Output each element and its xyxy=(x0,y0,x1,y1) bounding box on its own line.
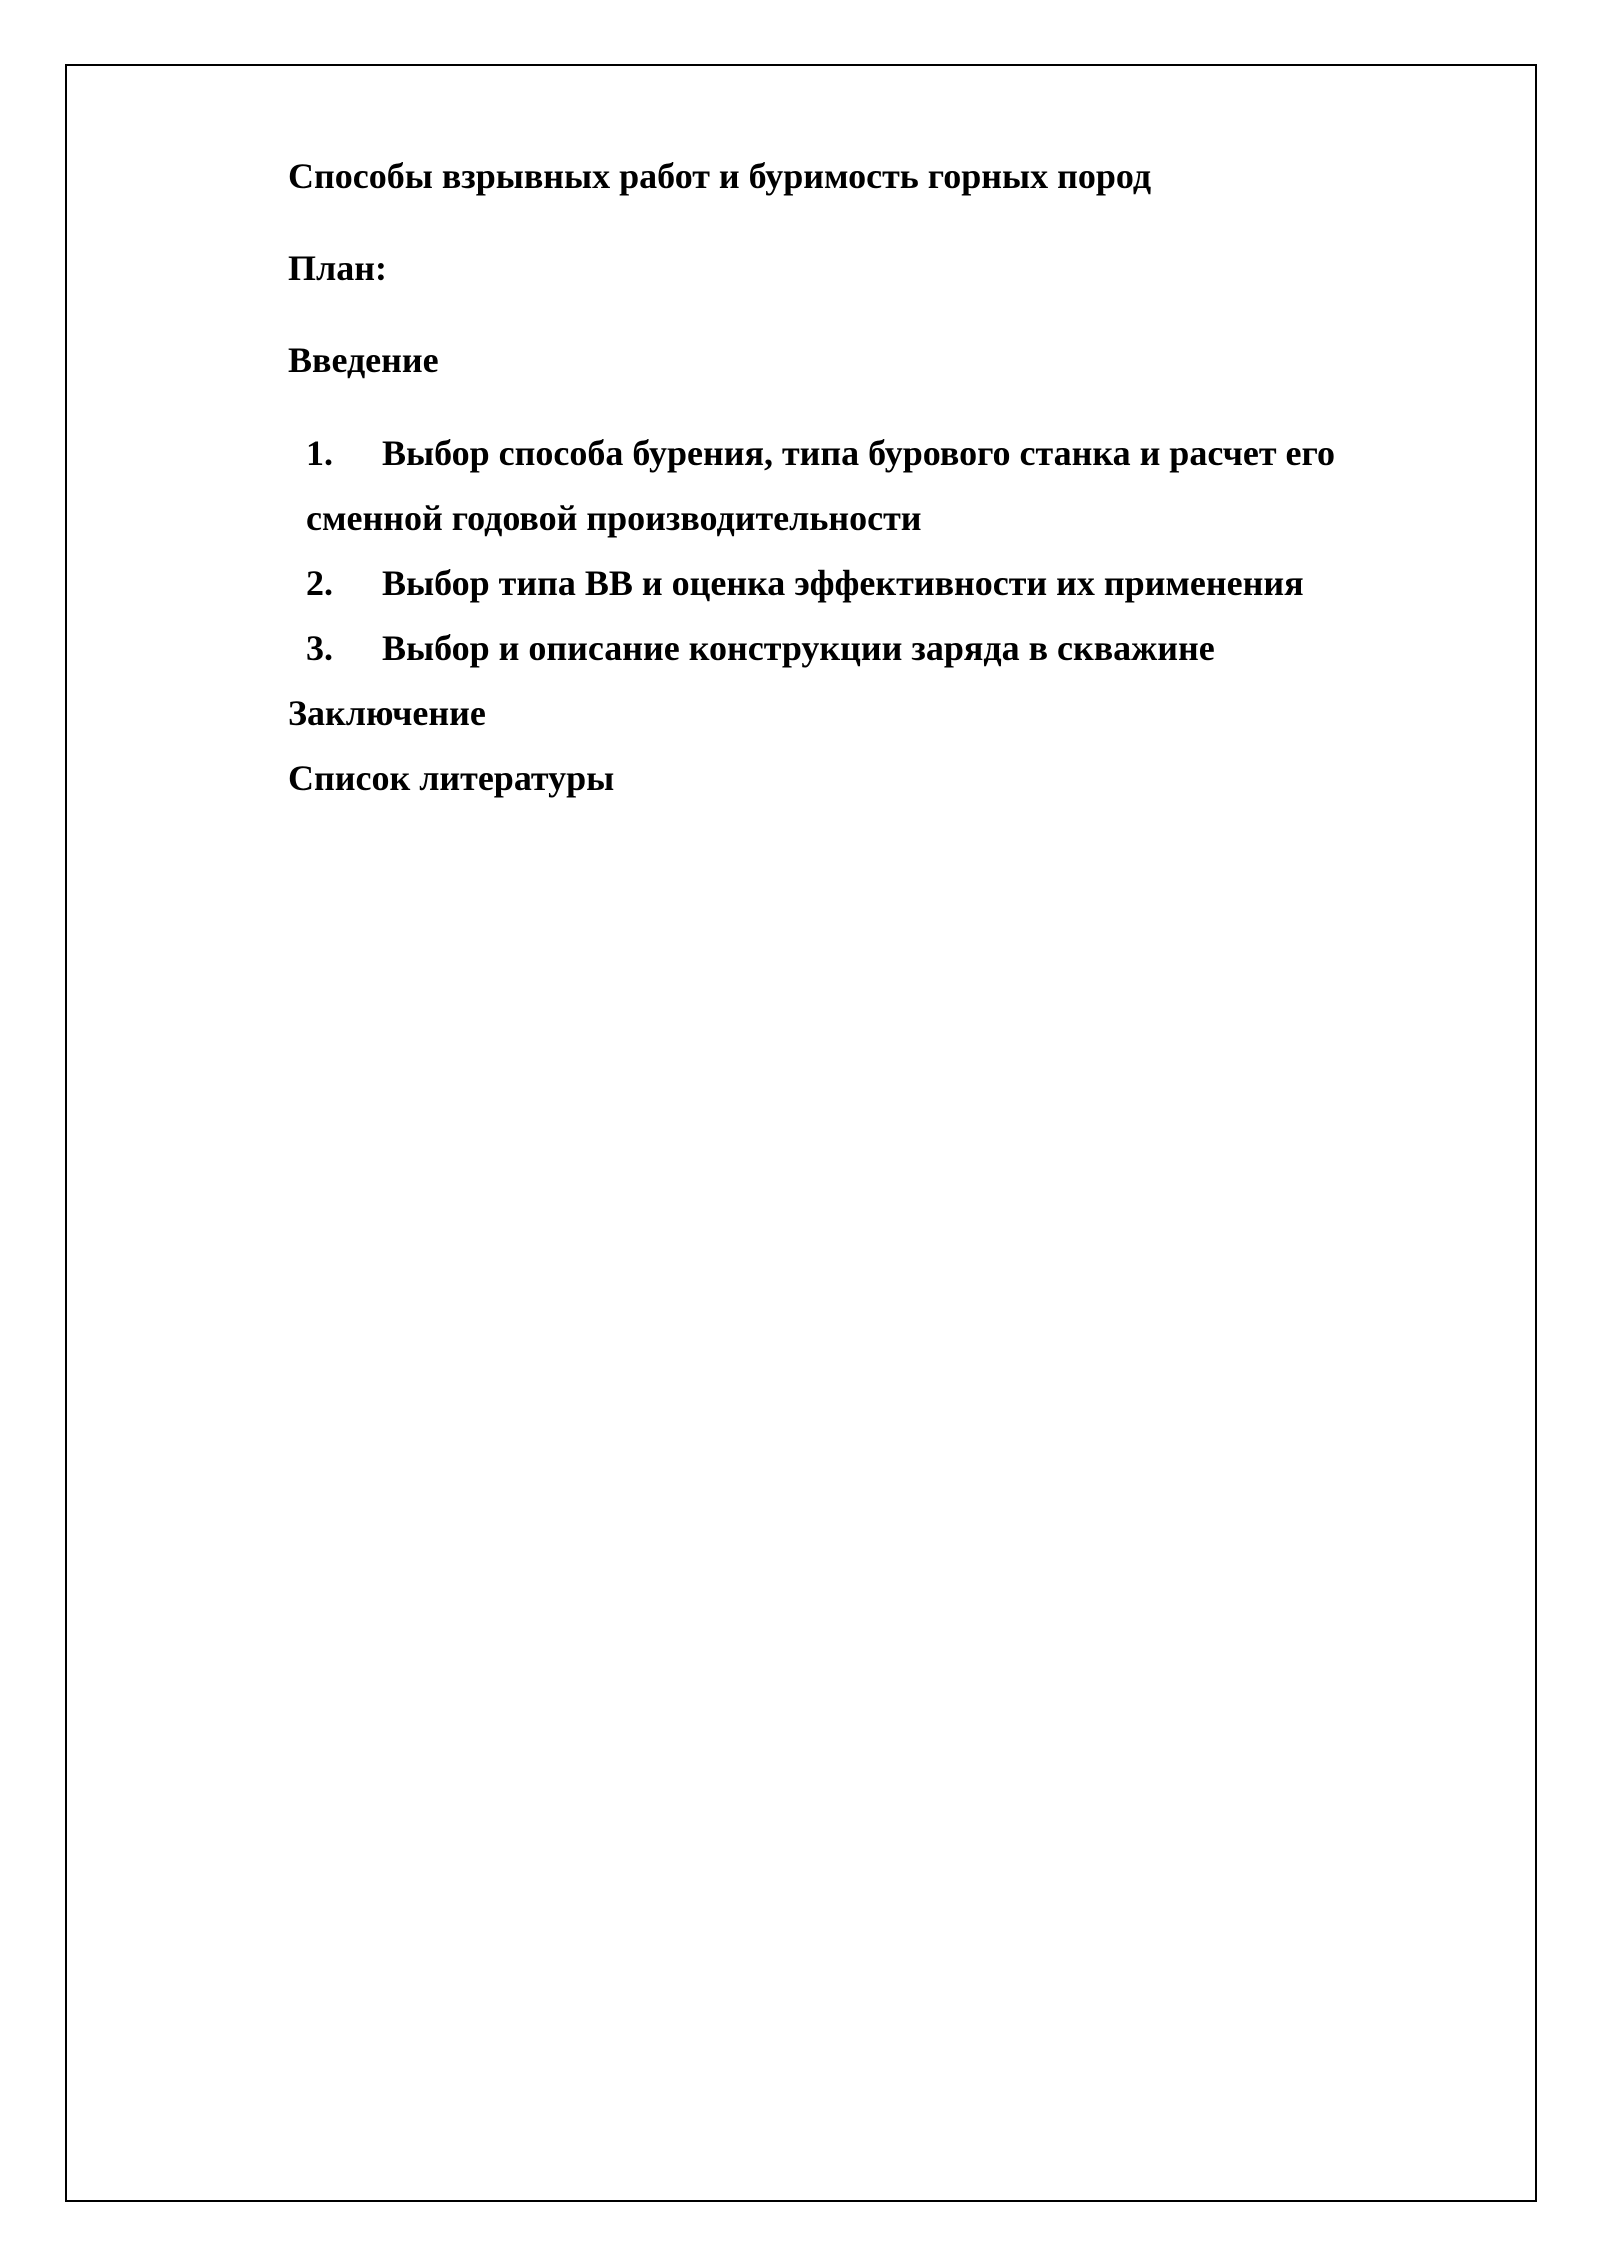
list-item-number: 1. xyxy=(306,433,333,473)
list-item-text-continuation: сменной годовой производительности xyxy=(306,498,922,538)
intro-item: Введение xyxy=(288,340,439,380)
list-item-number: 3. xyxy=(306,628,333,668)
references-item: Список литературы xyxy=(288,758,615,798)
list-item-text: Выбор и описание конструкции заряда в скважине xyxy=(382,628,1215,668)
conclusion-item: Заключение xyxy=(288,693,486,733)
list-item-number: 2. xyxy=(306,563,333,603)
document-title: Способы взрывных работ и буримость горных пород xyxy=(288,156,1152,196)
plan-heading: План: xyxy=(288,248,387,288)
page-border xyxy=(65,64,1537,2202)
list-item-text: Выбор способа бурения, типа бурового станка и расчет его xyxy=(382,433,1335,473)
list-item-text: Выбор типа ВВ и оценка эффективности их применения xyxy=(382,563,1304,603)
